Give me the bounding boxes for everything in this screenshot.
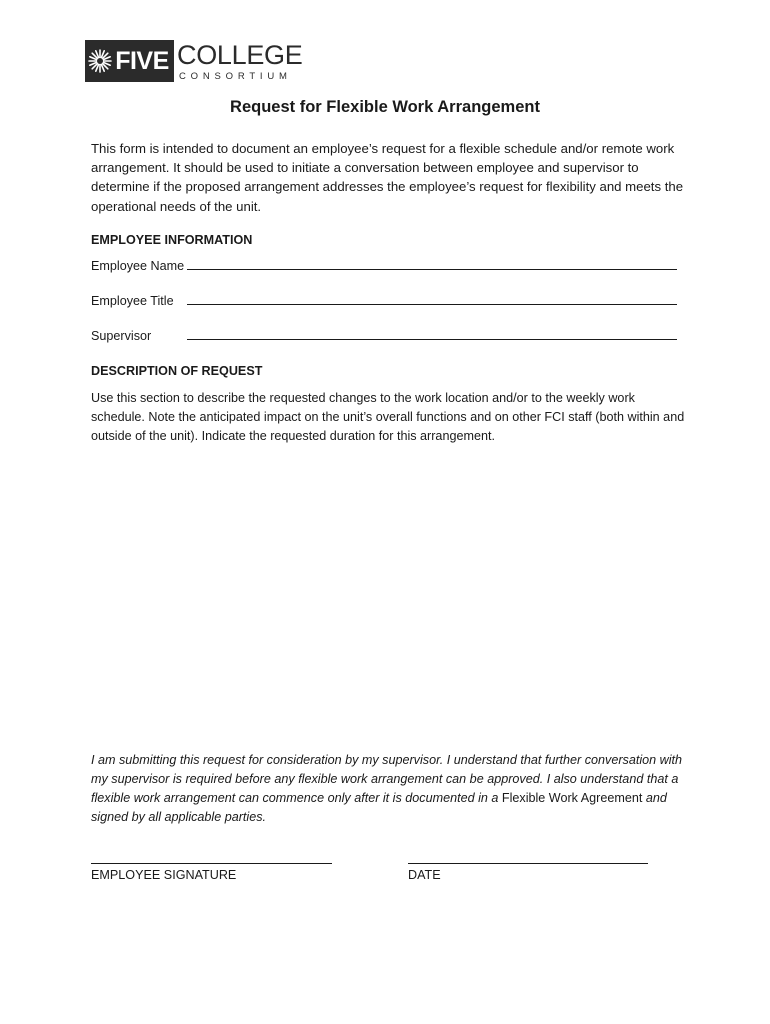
supervisor-line[interactable] xyxy=(187,329,677,340)
statement-part-1: I am submitting this request for consideration by my supervisor. I understand that further conversation with my supervisor is required before any flexible work arrangement can be approved. I also understand that a flexible work arrangement can commence only after it is documented in a xyxy=(91,753,683,805)
date-label: DATE xyxy=(408,868,441,882)
employee-title-label: Employee Title xyxy=(91,294,174,308)
acknowledgement-statement xyxy=(91,751,691,827)
five-college-logo xyxy=(85,40,302,84)
employee-name-label: Employee Name xyxy=(91,259,185,273)
supervisor-label: Supervisor xyxy=(91,329,152,343)
form-title: Request for Flexible Work Arrangement xyxy=(230,98,540,116)
employee-title-field[interactable] xyxy=(91,294,677,308)
employee-signature-line[interactable] xyxy=(91,863,332,864)
employee-name-field[interactable] xyxy=(91,259,677,273)
supervisor-field[interactable] xyxy=(91,329,677,343)
logo-five-text: FIVE xyxy=(115,46,169,75)
employee-signature-label: EMPLOYEE SIGNATURE xyxy=(91,868,237,882)
logo-five-block xyxy=(85,40,174,82)
statement-part-2: Flexible Work Agreement xyxy=(501,791,643,805)
description-heading: DESCRIPTION OF REQUEST xyxy=(91,364,263,378)
statement-part-3: and signed by all applicable parties. xyxy=(91,791,667,824)
employee-name-line[interactable] xyxy=(187,259,677,270)
employee-info-heading: EMPLOYEE INFORMATION xyxy=(91,233,253,247)
logo-consortium-text: CONSORTIUM xyxy=(179,71,292,82)
description-text: Use this section to describe the requested changes to the work location and/or to the weekly work schedule. Note the anticipated impact on the unit’s overall functions and on other FCI staff (both within and outside of the unit). Indicate the requested duration for this arrangement. xyxy=(91,391,685,444)
logo-college-text: COLLEGE xyxy=(177,40,303,70)
date-line[interactable] xyxy=(408,863,648,864)
employee-title-line[interactable] xyxy=(187,294,677,305)
intro-paragraph: This form is intended to document an employee’s request for a flexible schedule and/or remote work arrangement. It should be used to initiate a conversation between employee and supervisor to determine if the proposed arrangement addresses the employee’s request for flexibility and meets the operational needs of the unit. xyxy=(91,141,684,214)
starburst-icon xyxy=(88,49,112,73)
